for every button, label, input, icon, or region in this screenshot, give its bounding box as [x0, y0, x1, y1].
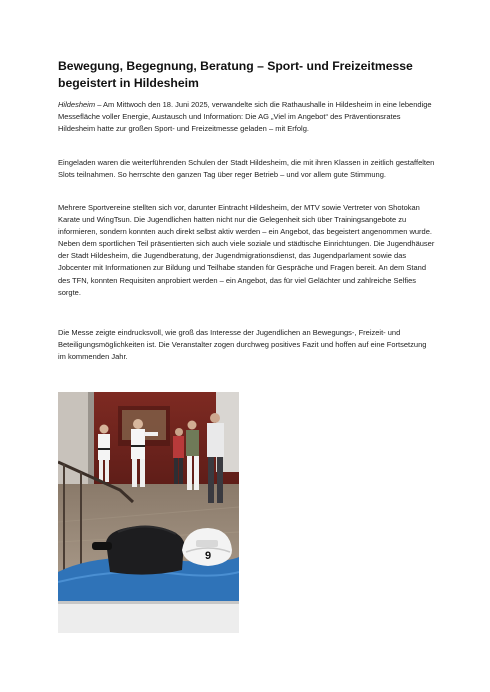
article-title: Bewegung, Begegnung, Beratung – Sport- und Freizeitmesse begeistert in Hildesheim	[58, 59, 413, 90]
dateline-place: Hildesheim	[58, 100, 96, 109]
paragraph-conclusion: Die Messe zeigte eindrucksvoll, wie groß das Interesse der Jugendlichen an Bewegungs-, Freizeit- und Beteiligungsmöglichkeiten ist. Die Veranstalter zogen durchweg positives Fazit und hoffen auf eine Fortsetzung im kommenden Jahr.	[58, 328, 427, 362]
photo-foreground-base	[58, 603, 239, 633]
intro-text: – Am Mittwoch den 18. Juni 2025, verwandelte sich die Rathaushalle in Hildesheim in eine lebendige Messefläche voller Energie, Austausch und Information: Die AG „Viel im Angebot“ des Präventionsrates Hildesheim hatte zur großen Sport- und Freizeitmesse geladen – mit Erfolg.	[58, 100, 432, 134]
paragraph-clubs: Mehrere Sportvereine stellten sich vor, darunter Eintracht Hildesheim, der MTV sowie Vertreter von Shotokan Karate und WingTsun. Die Jugendlichen hatten nicht nur die Gelegenheit sich über Trainingsangebote zu informieren, sondern konnten auch direkt selbst aktiv werden – ein Angebot, das begeistert angenommen wurde. Neben dem sportlichen Teil präsentierten sich auch viele soziale und städtische Einrichtungen. Die Jugendhäuser der Stadt Hildesheim, die Jugendberatung, der Jugendmigrationsdienst, das Jugendparlament sowie das Jobcenter mit Informationen zur Bildung und Teilhabe standen für Gespräche und Fragen bereit. An dem Stand des TFN, konnten Requisiten anprobiert werden – ein Angebot, das für viel Gelächter und zahlreiche Selfies sorgte.	[58, 203, 435, 297]
helmet-number: 9	[204, 550, 212, 562]
intro-paragraph	[58, 99, 436, 135]
event-photo	[58, 392, 239, 633]
paragraph-schools: Eingeladen waren die weiterführenden Schulen der Stadt Hildesheim, die mit ihren Klassen in zeitlich gestaffelten Slots teilnahmen. So herrschte den ganzen Tag über reger Betrieb – und vor allem gute Stimmung.	[58, 158, 435, 180]
